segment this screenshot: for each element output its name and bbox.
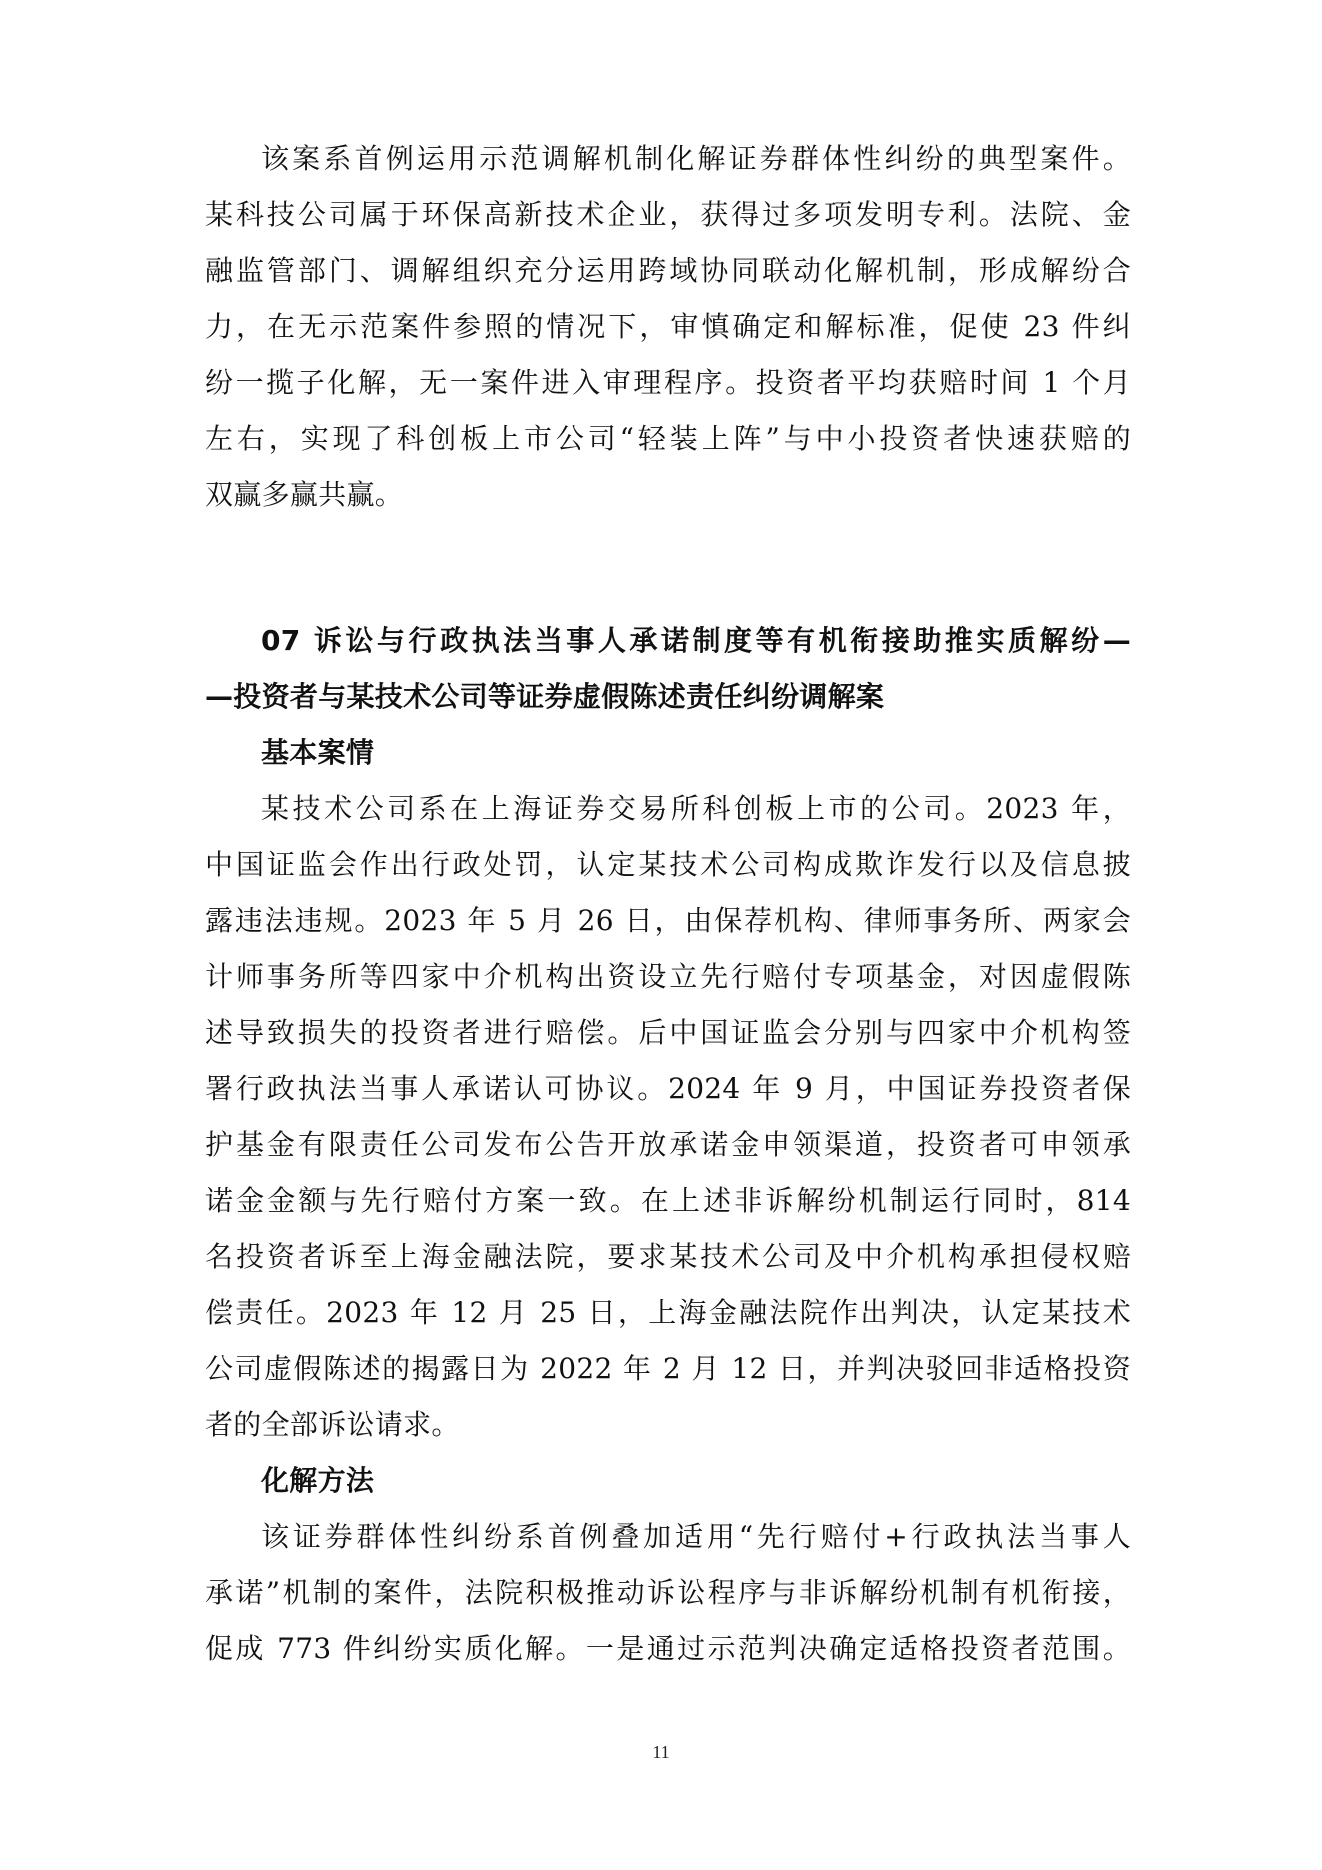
paragraph-line: 某科技公司属于环保高新技术企业，获得过多项发明专利。法院、金: [205, 198, 1131, 231]
paragraph-line: 露违法违规。2023 年 5 月 26 日，由保荐机构、律师事务所、两家会: [205, 904, 1131, 937]
case-title: —投资者与某技术公司等证券虚假陈述责任纠纷调解案: [205, 680, 885, 713]
paragraph-line: 力，在无示范案件参照的情况下，审慎确定和解标准，促使 23 件纠: [205, 310, 1131, 343]
paragraph-line: 诺金金额与先行赔付方案一致。在上述非诉解纷机制运行同时，814: [205, 1184, 1131, 1217]
section-heading: 化解方法: [261, 1464, 375, 1497]
paragraph-line: 某技术公司系在上海证券交易所科创板上市的公司。2023 年，: [261, 792, 1131, 825]
paragraph-line: 署行政执法当事人承诺认可协议。2024 年 9 月，中国证券投资者保: [205, 1072, 1131, 1105]
paragraph-line: 护基金有限责任公司发布公告开放承诺金申领渠道，投资者可申领承: [205, 1128, 1131, 1161]
paragraph-line: 该案系首例运用示范调解机制化解证券群体性纠纷的典型案件。: [261, 142, 1131, 175]
paragraph-line: 计师事务所等四家中介机构出资设立先行赔付专项基金，对因虚假陈: [205, 960, 1131, 993]
paragraph-line: 述导致损失的投资者进行赔偿。后中国证监会分别与四家中介机构签: [205, 1016, 1131, 1049]
paragraph-line: 公司虚假陈述的揭露日为 2022 年 2 月 12 日，并判决驳回非适格投资: [205, 1352, 1131, 1385]
section-heading: 基本案情: [261, 736, 375, 769]
paragraph-line: 者的全部诉讼请求。: [205, 1408, 460, 1441]
paragraph-line: 名投资者诉至上海金融法院，要求某技术公司及中介机构承担侵权赔: [205, 1240, 1131, 1273]
paragraph-line: 中国证监会作出行政处罚，认定某技术公司构成欺诈发行以及信息披: [205, 848, 1131, 881]
page-number: 11: [652, 1742, 670, 1762]
paragraph-line: 该证券群体性纠纷系首例叠加适用“先行赔付+行政执法当事人: [261, 1520, 1131, 1553]
paragraph-line: 促成 773 件纠纷实质化解。一是通过示范判决确定适格投资者范围。: [205, 1632, 1131, 1665]
case-title: 07 诉讼与行政执法当事人承诺制度等有机衔接助推实质解纷—: [261, 624, 1131, 657]
paragraph-line: 承诺”机制的案件，法院积极推动诉讼程序与非诉解纷机制有机衔接，: [205, 1576, 1131, 1609]
paragraph-line: 偿责任。2023 年 12 月 25 日，上海金融法院作出判决，认定某技术: [205, 1296, 1131, 1329]
paragraph-line: 双赢多赢共赢。: [205, 478, 404, 511]
paragraph-line: 纷一揽子化解，无一案件进入审理程序。投资者平均获赔时间 1 个月: [205, 366, 1131, 399]
paragraph-line: 融监管部门、调解组织充分运用跨域协同联动化解机制，形成解纷合: [205, 254, 1131, 287]
paragraph-line: 左右，实现了科创板上市公司“轻装上阵”与中小投资者快速获赔的: [205, 422, 1131, 455]
